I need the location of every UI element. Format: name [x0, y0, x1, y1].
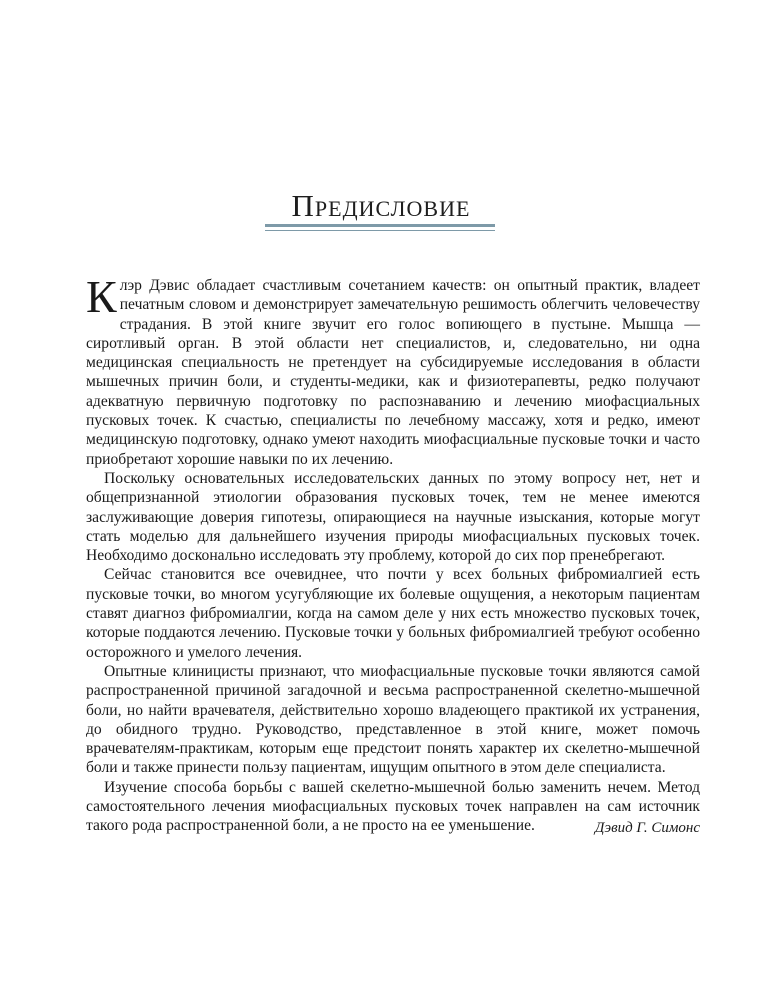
page-title: Предисловие [291, 188, 471, 223]
paragraph-5: Изучение способа борьбы с вашей скелетно-мышечной болью заменить нечем. Метод самостоятельного лечения миофасциальных пусковых точек направлен на сам источник такого рода распространенной боли, а не просто на ее уменьшение. [86, 778, 700, 835]
paragraph-4: Опытные клиницисты признают, что миофасциальные пусковые точки являются самой распространенной причиной загадочной и весьма распространенной скелетно-мышечной боли, но найти врачевателя, действительно хорошо владеющего практикой их устранения, до обидного трудно. Руководство, представленное в этой книге, может помочь врачевателям-практикам, которым еще предстоит понять характер их скелетно-мышечной боли и также принести пользу пациентам, ищущим опытного в этом деле специалиста. [86, 662, 700, 777]
title-rule-thin [265, 230, 495, 231]
paragraph-1-text: лэр Дэвис обладает счастливым сочетанием качеств: он опытный практик, владеет печатным словом и демонстрирует замечательную решимость облегчить человечеству страдания. В этой книге звучит его голос вопиющего в пустыне. Мышца — сиротливый орган. В этой области нет специалистов, и, следовательно, ни одна медицинская специальность не претендует на субсидируемые исследования в области мышечных причин боли, и студенты-медики, как и физиотерапевты, редко получают адекватную первичную подготовку по распознаванию и лечению миофасциальных пусковых точек. К счастью, специалисты по лечебному массажу, хотя и редко, имеют медицинскую подготовку, однако умеют находить миофасциальные пусковые точки и часто приобретают хорошие навыки по их лечению. [86, 277, 700, 468]
paragraph-2: Поскольку основательных исследовательских данных по этому вопросу нет, нет и общепризнанной этиологии образования пусковых точек, тем не менее имеются заслуживающие доверия гипотезы, опирающиеся на научные изыскания, которые могут стать моделью для дальнейшего изучения природы миофасциальных пусковых точек. Необходимо досконально исследовать эту проблему, которой до сих пор пренебрегают. [86, 469, 700, 565]
author-signature: Дэвид Г. Симонс [594, 820, 700, 836]
drop-cap: К [86, 271, 117, 322]
preface-body [86, 271, 700, 836]
paragraph-1 [86, 271, 700, 469]
paragraph-3: Сейчас становится все очевиднее, что почти у всех больных фибромиалгией есть пусковые точки, во многом усугубляющие их болевые ощущения, а некоторым пациентам ставят диагноз фибромиалгии, когда на самом деле у них есть множество пусковых точек, которые поддаются лечению. Пусковые точки у больных фибромиалгией требуют особенно осторожного и умелого лечения. [86, 566, 700, 661]
title-rule-thick [265, 224, 495, 227]
